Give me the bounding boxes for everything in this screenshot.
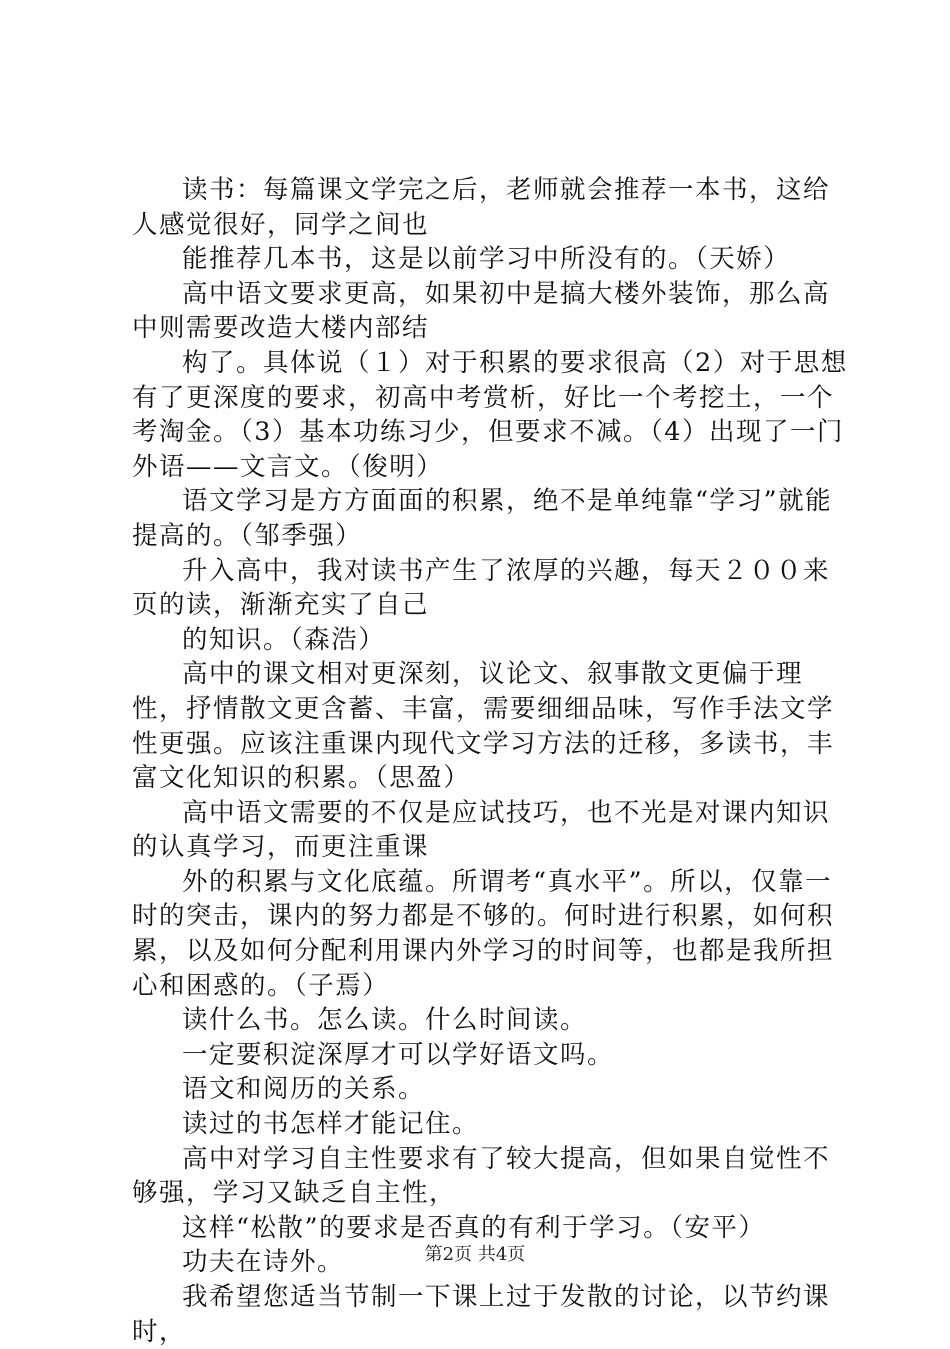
page-footer: 第2页 共4页 (424, 1244, 526, 1265)
paragraph: 我希望您适当节制一下课上过于发散的讨论，以节约课时， (132, 1282, 831, 1347)
paragraph: 读过的书怎样才能记住。 (182, 1109, 480, 1140)
document-body (132, 173, 852, 1349)
paragraph: 一定要积淀深厚才可以学好语文吗。 (182, 1039, 615, 1070)
paragraph: 高中的课文相对更深刻，议论文、叙事散文更偏于理性，抒情散文更含蓄、丰富，需要细细品味，写作手法文学性更强。应该注重课内现代文学习方法的迁移，多读书，丰富文化知识的积累。（思盈） (132, 659, 835, 794)
paragraph: 能推荐几本书，这是以前学习中所没有的。（天娇） (182, 244, 791, 275)
paragraph: 的知识。（森浩） (182, 624, 386, 655)
paragraph: 构了。具体说（１）对于积累的要求很高（2）对于思想有了更深度的要求，初高中考赏析，好比一个考挖土，一个考淘金。（3）基本功练习少，但要求不减。（4）出现了一门外语——文言文。（俊明） (132, 347, 848, 482)
paragraph: 外的积累与文化底蕴。所谓考“真水平”。所以，仅靠一时的突击，课内的努力都是不够的。何时进行积累，如何积累，以及如何分配利用课内外学习的时间等，也都是我所担心和困惑的。（子焉） (132, 866, 835, 1001)
paragraph: 高中语文需要的不仅是应试技巧，也不光是对课内知识的认真学习，而更注重课 (132, 797, 831, 863)
paragraph: 这样“松散”的要求是否真的有利于学习。（安平） (182, 1212, 766, 1243)
paragraph: 升入高中，我对读书产生了浓厚的兴趣，每天２００来页的读，渐渐充实了自己 (132, 555, 831, 621)
paragraph: 高中语文要求更高，如果初中是搞大楼外装饰，那么高中则需要改造大楼内部结 (132, 278, 831, 344)
paragraph: 功夫在诗外。 (182, 1247, 345, 1278)
paragraph: 语文学习是方方面面的积累，绝不是单纯靠“学习”就能提高的。（邹季强） (132, 486, 833, 551)
paragraph: 高中对学习自主性要求有了较大提高，但如果自觉性不够强，学习又缺乏自主性， (132, 1143, 831, 1209)
paragraph: 读什么书。怎么读。什么时间读。 (182, 1005, 588, 1036)
paragraph: 读书：每篇课文学完之后，老师就会推荐一本书，这给人感觉很好，同学之间也 (132, 175, 831, 240)
paragraph: 语文和阅历的关系。 (182, 1074, 426, 1105)
